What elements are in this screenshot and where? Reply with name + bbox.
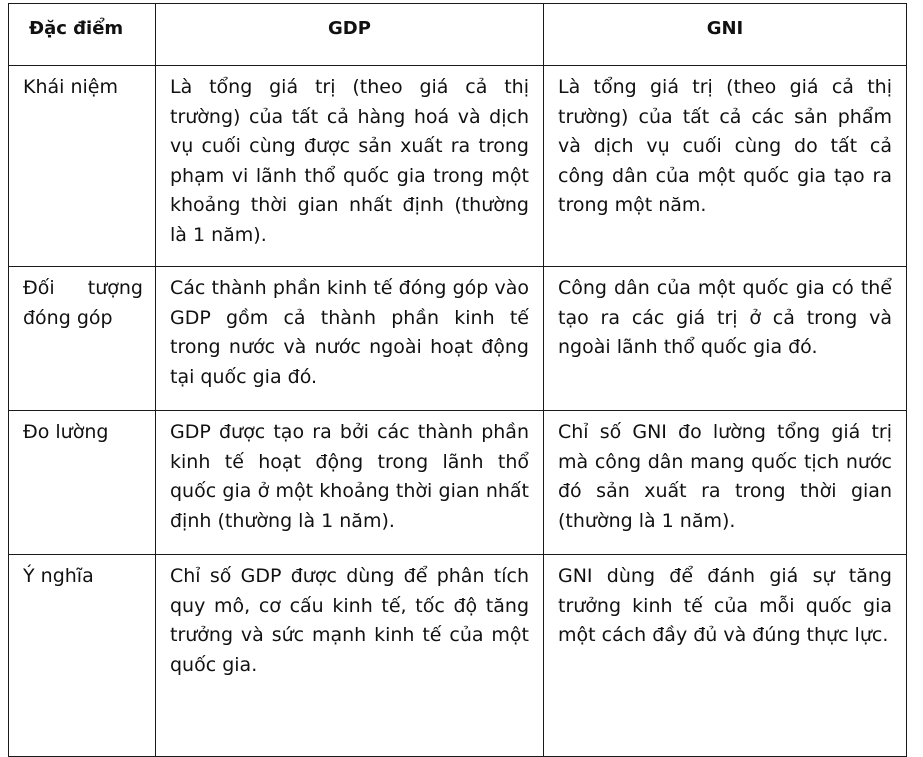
table-row — [9, 66, 907, 267]
gni-cell: Công dân của một quốc gia có thể tạo ra các giá trị ở cả trong và ngoài lãnh thổ quốc gia đó. — [544, 267, 907, 411]
table-row — [9, 555, 907, 757]
gdp-cell: Chỉ số GDP được dùng để phân tích quy mô, cơ cấu kinh tế, tốc độ tăng trưởng và sức mạnh kinh tế của một quốc gia. — [156, 555, 544, 757]
gni-cell: Là tổng giá trị (theo giá cả thị trường) của tất cả các sản phẩm và dịch vụ cuối cùng do tất cả công dân của một quốc gia tạo ra trong một năm. — [544, 66, 907, 267]
row-label: Khái niệm — [9, 66, 156, 267]
gni-cell: Chỉ số GNI đo lường tổng giá trị mà công dân mang quốc tịch nước đó sản xuất ra trong thời gian (thường là 1 năm). — [544, 411, 907, 555]
header-feature: Đặc điểm — [9, 4, 156, 66]
comparison-table — [8, 3, 907, 757]
row-label: Ý nghĩa — [9, 555, 156, 757]
gdp-cell: Các thành phần kinh tế đóng góp vào GDP gồm cả thành phần kinh tế trong nước và nước ngoài hoạt động tại quốc gia đó. — [156, 267, 544, 411]
gni-cell: GNI dùng để đánh giá sự tăng trưởng kinh tế của mỗi quốc gia một cách đầy đủ và đúng thực lực. — [544, 555, 907, 757]
table-header-row — [9, 4, 907, 66]
header-gni: GNI — [544, 4, 907, 66]
gdp-cell: GDP được tạo ra bởi các thành phần kinh tế hoạt động trong lãnh thổ quốc gia ở một khoảng thời gian nhất định (thường là 1 năm). — [156, 411, 544, 555]
row-label: Đo lường — [9, 411, 156, 555]
table-row — [9, 267, 907, 411]
row-label: Đối tượng đóng góp — [9, 267, 156, 411]
gdp-cell: Là tổng giá trị (theo giá cả thị trường) của tất cả hàng hoá và dịch vụ cuối cùng được sản xuất ra trong phạm vi lãnh thổ quốc gia trong một khoảng thời gian nhất định (thường là 1 năm). — [156, 66, 544, 267]
header-gdp: GDP — [156, 4, 544, 66]
table-row — [9, 411, 907, 555]
